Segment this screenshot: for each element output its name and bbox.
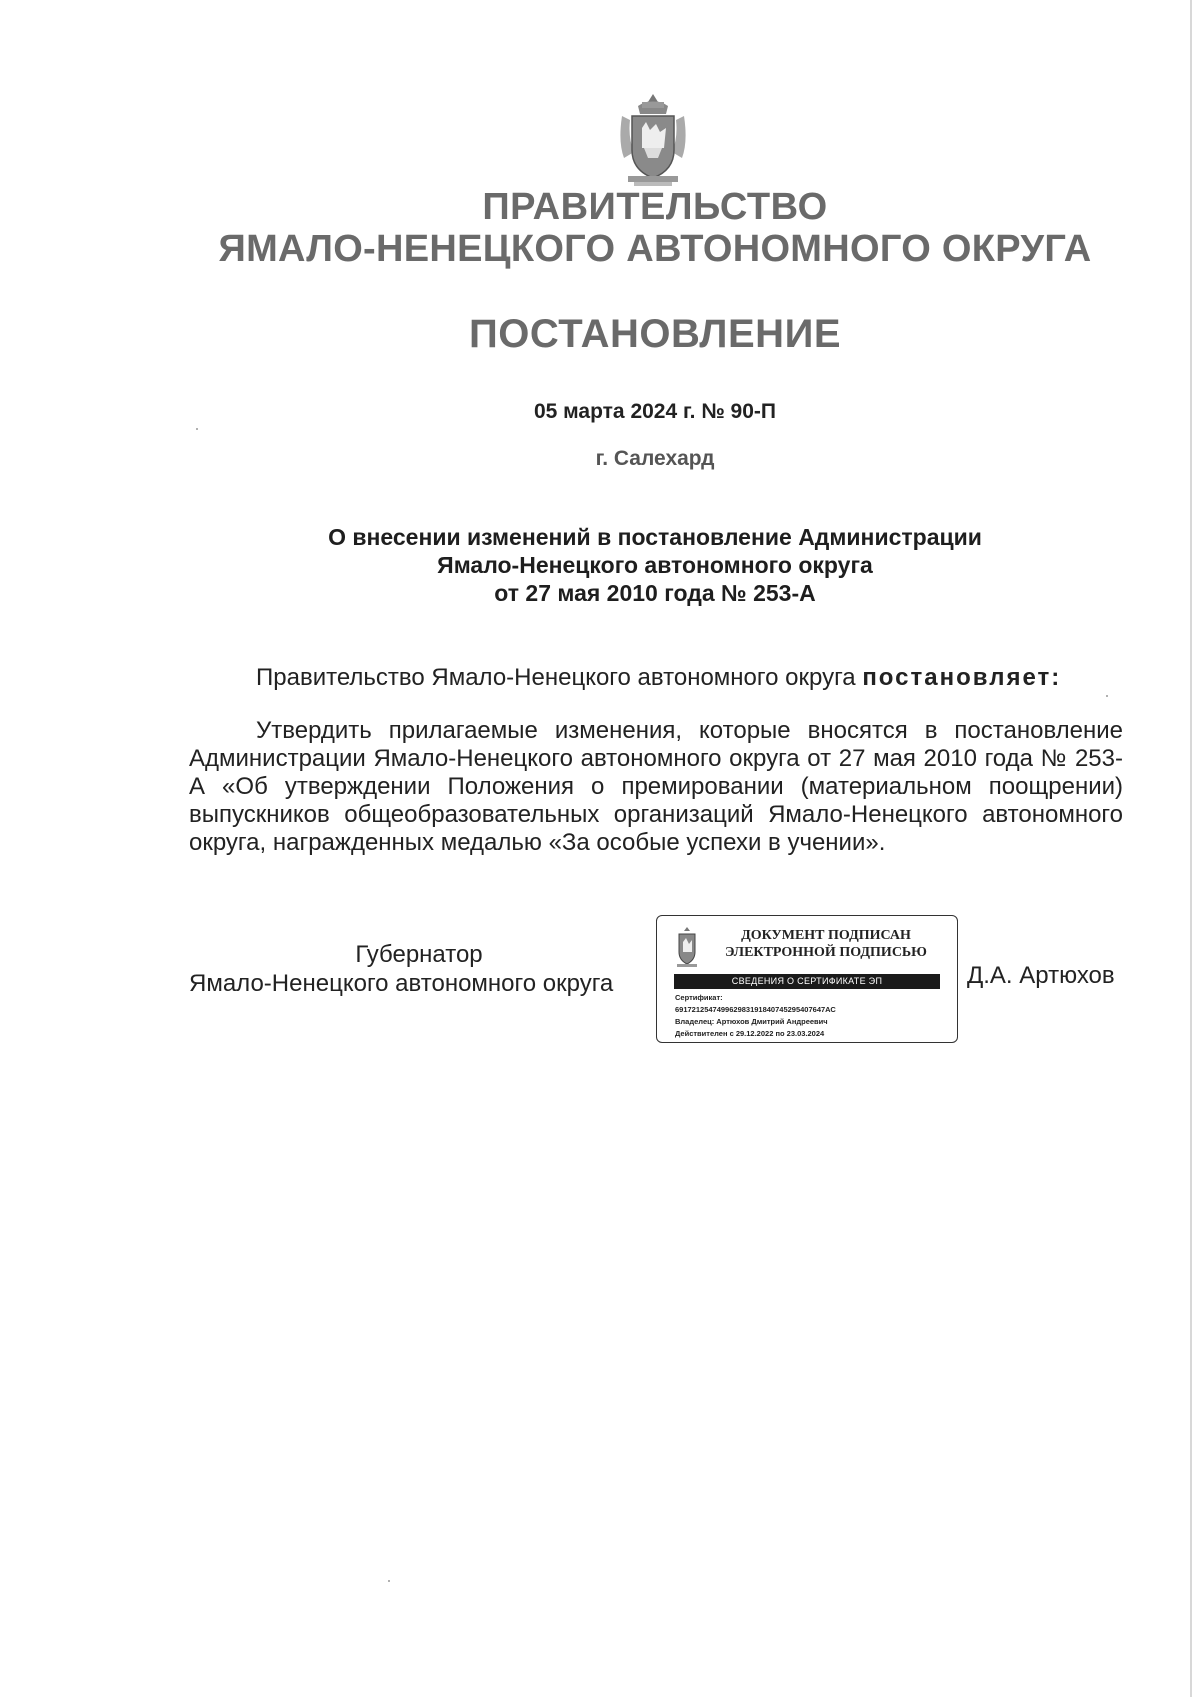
signatory-position-line2: Ямало-Ненецкого автономного округа <box>189 970 614 997</box>
document-title-line1: О внесении изменений в постановление Администрации <box>328 524 982 550</box>
document-type: ПОСТАНОВЛЕНИЕ <box>468 312 841 356</box>
date-number: 05 марта 2024 г. № 90-П <box>533 400 777 423</box>
intro-decrees: постановляет: <box>862 664 1062 691</box>
government-title-line2: ЯМАЛО-НЕНЕЦКОГО АВТОНОМНОГО ОКРУГА <box>218 228 1092 270</box>
signatory-position <box>189 940 649 998</box>
document-title-line3: от 27 мая 2010 года № 253-А <box>494 580 816 606</box>
scan-speck <box>388 1580 390 1582</box>
intro-paragraph <box>256 664 1061 692</box>
document-title <box>0 523 1200 607</box>
stamp-emblem-icon <box>673 926 701 968</box>
body-paragraph: Утвердить прилагаемые изменения, которые вносятся в постановление Администрации Ямало-Ненецкого автономного округа от 27 мая 2010 года № 253-А «Об утверждении Положения о премировании (материальном поощрении) выпускников общеобразовательных организаций Ямало-Ненецкого автономного округа, награжденных медалью «За особые успехи в учении». <box>189 717 1123 856</box>
stamp-title-line1: ДОКУМЕНТ ПОДПИСАН <box>741 928 911 943</box>
coat-of-arms-emblem <box>614 92 692 188</box>
signatory-position-line1: Губернатор <box>355 941 483 968</box>
document-title-line2: Ямало-Ненецкого автономного округа <box>437 552 873 578</box>
scan-speck <box>1106 695 1108 697</box>
government-title-line1: ПРАВИТЕЛЬСТВО <box>482 186 828 228</box>
stamp-certificate-label: Сертификат: <box>675 993 723 1002</box>
city: г. Салехард <box>595 447 715 470</box>
stamp-certificate-value: 691721254749962983191840745295407647АС <box>675 1005 836 1014</box>
stamp-title-line2: ЭЛЕКТРОННОЙ ПОДПИСЬЮ <box>725 945 927 960</box>
stamp-owner: Владелец: Артюхов Дмитрий Андреевич <box>675 1017 828 1026</box>
stamp-title <box>711 927 941 961</box>
stamp-certificate-bar: СВЕДЕНИЯ О СЕРТИФИКАТЕ ЭП <box>674 974 940 989</box>
signatory-name: Д.А. Артюхов <box>967 962 1115 989</box>
scan-speck <box>196 428 198 430</box>
electronic-signature-stamp <box>656 915 958 1043</box>
intro-text: Правительство Ямало-Ненецкого автономного округа <box>256 664 856 691</box>
stamp-validity: Действителен с 29.12.2022 по 23.03.2024 <box>675 1029 825 1038</box>
